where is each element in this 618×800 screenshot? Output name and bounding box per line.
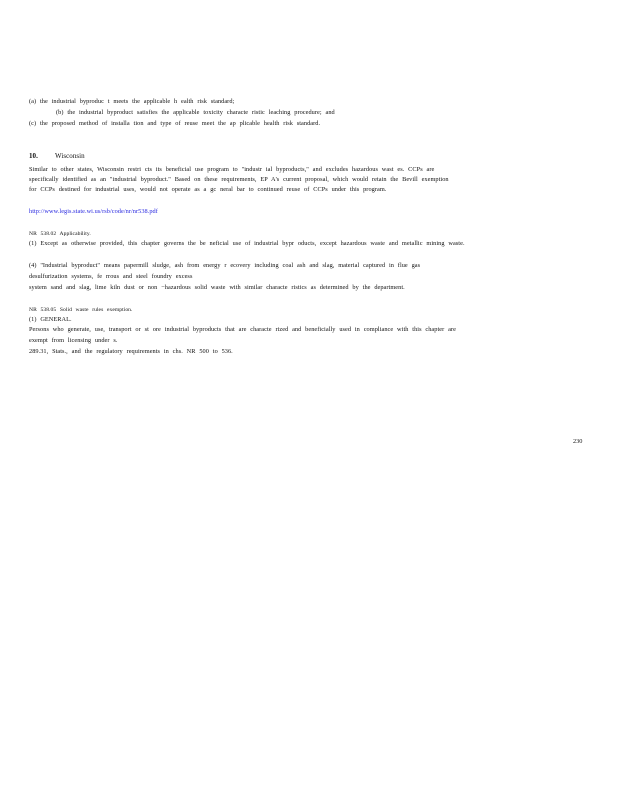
intro-line-2: specifically identified as an "industrial byproduct." Based on these requirements, EP A's current proposal, which would retain the Bevill exemption — [29, 176, 449, 183]
intro-line-3: for CCPs destined for industrial uses, would not operate as a gc neral bar to continued reuse of CCPs under this program. — [29, 186, 387, 193]
item-c: (c) the proposed method of installa tion and type of reuse meet the ap plicable health risk standard. — [29, 120, 321, 127]
nr53802-line-1: (1) Except as otherwise provided, this chapter governs the be neficial use of industrial bypr oducts, except hazardous waste and metallic mining waste. — [29, 240, 465, 247]
section-number: 10. — [29, 152, 38, 160]
nr53802-line-2: (4) "Industrial byproduct" means papermill sludge, ash from energy r ecovery including coal ash and slag, material captured in flue gas — [29, 262, 421, 269]
intro-line-1: Similar to other states, Wisconsin restri cts its beneficial use program to "industr ial byproducts," and excludes hazardous wast es. CCPs are — [29, 166, 435, 173]
nr53805-line-2: Persons who generate, use, transport or st ore industrial byproducts that are characte rized and beneficially used in compliance with this chapter are — [29, 326, 456, 333]
item-a: (a) the industrial byproduc t meets the applicable h ealth risk standard; — [29, 98, 235, 105]
nr53802-line-4: system sand and slag, lime kiln dust or non −hazardous solid waste with similar characte ristics as determined by the department. — [29, 284, 405, 291]
nr53805-line-4: 289.31, Stats., and the regulatory requirements in chs. NR 500 to 536. — [29, 348, 233, 355]
section-heading — [29, 152, 85, 160]
source-link[interactable]: http://www.legis.state.wi.us/rsb/code/nr/nr538.pdf — [29, 208, 158, 215]
page-number: 230 — [573, 438, 583, 445]
nr53802-line-3: desulfurization systems, fe rrous and steel foundry excess — [29, 273, 193, 280]
nr53805-heading: NR 538.05 Solid waste rules exemption. — [29, 307, 133, 313]
nr53802-heading: NR 538.02 Applicability. — [29, 231, 91, 237]
nr53805-line-3: exempt from licensing under s. — [29, 337, 118, 344]
item-b: (b) the industrial byproduct satisfies the applicable toxicity characte ristic leaching procedure; and — [56, 109, 335, 116]
nr53805-line-1: (1) GENERAL. — [29, 316, 72, 323]
section-title: Wisconsin — [55, 152, 85, 160]
